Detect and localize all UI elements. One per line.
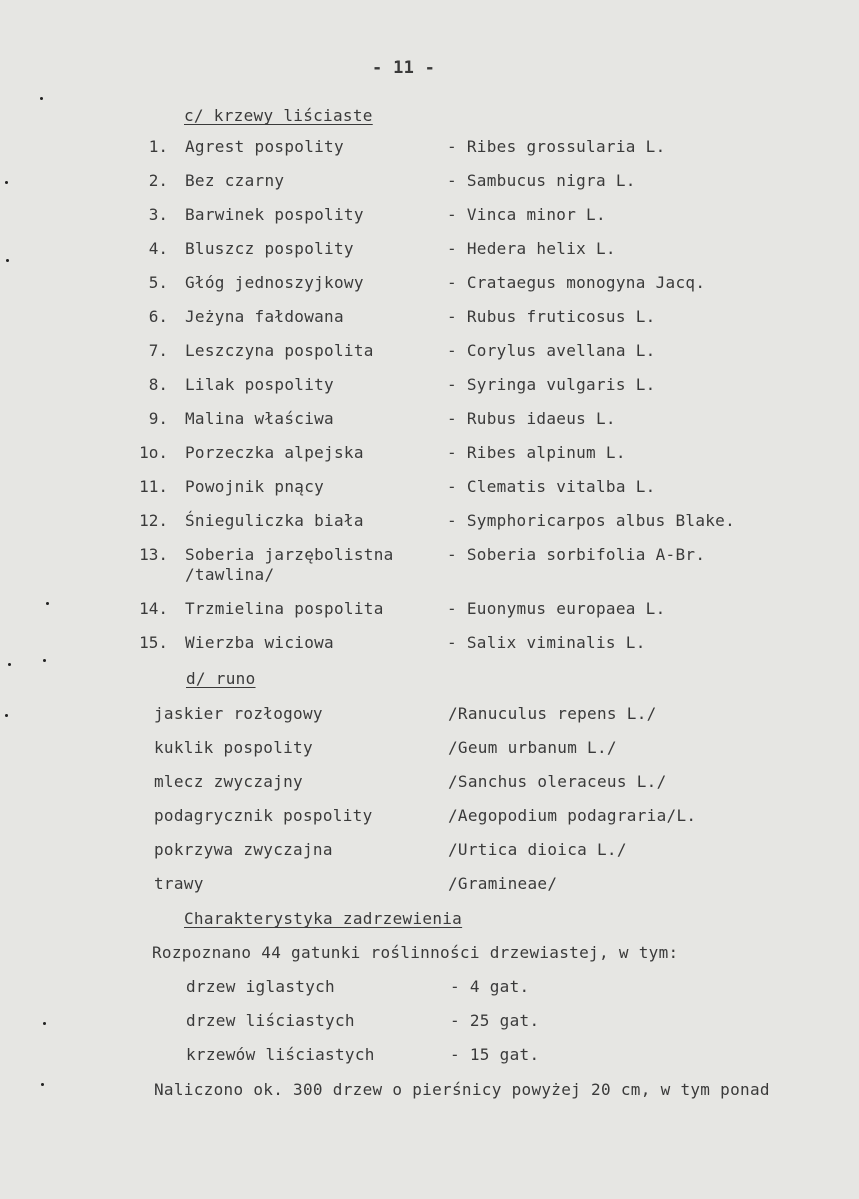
list-item-number: 4. (148, 239, 168, 258)
list-item-latin-name: - Clematis vitalba L. (447, 477, 656, 496)
list-item-polish-name: Śnieguliczka biała (185, 511, 364, 530)
list-item-polish-name: Barwinek pospolity (185, 205, 364, 224)
list-item-polish-name: trawy (154, 874, 204, 893)
list-item-number: 9. (148, 409, 168, 428)
list-item-latin-name: - Sambucus nigra L. (447, 171, 636, 190)
margin-mark (43, 659, 46, 662)
list-item-latin-name: /Ranuculus repens L./ (448, 704, 657, 723)
list-item-latin-name: /Geum urbanum L./ (448, 738, 617, 757)
list-item-number: 7. (148, 341, 168, 360)
list-item-number: 2. (148, 171, 168, 190)
list-item-latin-name: - Corylus avellana L. (447, 341, 656, 360)
list-item-polish-name: Leszczyna pospolita (185, 341, 374, 360)
list-item-latin-name: - Vinca minor L. (447, 205, 606, 224)
margin-mark (8, 663, 11, 666)
margin-mark (46, 602, 49, 605)
margin-mark (41, 1083, 44, 1086)
list-item-latin-name: - Symphoricarpos albus Blake. (447, 511, 736, 530)
count-value: - 15 gat. (450, 1045, 540, 1064)
list-item-latin-name: - Salix viminalis L. (447, 633, 646, 652)
list-item-number: 11. (139, 477, 168, 496)
margin-mark (43, 1022, 46, 1025)
list-item-latin-name: - Ribes alpinum L. (447, 443, 626, 462)
list-item-number: 1. (148, 137, 168, 156)
margin-mark (40, 97, 43, 100)
list-item-polish-name: Bluszcz pospolity (185, 239, 354, 258)
list-item-latin-name: /Urtica dioica L./ (448, 840, 627, 859)
count-label: drzew liściastych (186, 1011, 355, 1030)
list-item-polish-name-alt: /tawlina/ (185, 565, 275, 584)
count-value: - 25 gat. (450, 1011, 540, 1030)
list-item-latin-name: - Ribes grossularia L. (447, 137, 666, 156)
list-item-polish-name: Agrest pospolity (185, 137, 344, 156)
list-item-latin-name: /Sanchus oleraceus L./ (448, 772, 667, 791)
count-label: krzewów liściastych (186, 1045, 375, 1064)
list-item-polish-name: Bez czarny (185, 171, 285, 190)
list-item-number: 6. (148, 307, 168, 326)
list-item-number: 13. (139, 545, 168, 564)
list-item-number: 14. (139, 599, 168, 618)
list-item-number: 12. (139, 511, 168, 530)
list-item-polish-name: Malina właściwa (185, 409, 334, 428)
list-item-latin-name: - Rubus fruticosus L. (447, 307, 656, 326)
list-item-number: 8. (148, 375, 168, 394)
list-item-polish-name: Wierzba wiciowa (185, 633, 334, 652)
list-item-latin-name: - Rubus idaeus L. (447, 409, 616, 428)
list-item-latin-name: - Soberia sorbifolia A-Br. (447, 545, 706, 564)
list-item-polish-name: Lilak pospolity (185, 375, 334, 394)
list-item-latin-name: - Syringa vulgaris L. (447, 375, 656, 394)
list-item-polish-name: Głóg jednoszyjkowy (185, 273, 364, 292)
list-item-latin-name: - Crataegus monogyna Jacq. (447, 273, 706, 292)
list-item-polish-name: mlecz zwyczajny (154, 772, 303, 791)
list-item-number: 5. (148, 273, 168, 292)
list-item-latin-name: /Gramineae/ (448, 874, 558, 893)
list-item-latin-name: - Hedera helix L. (447, 239, 616, 258)
section-c-heading: c/ krzewy liściaste (184, 106, 373, 125)
closing-line: Naliczono ok. 300 drzew o pierśnicy powyżej 20 cm, w tym ponad (154, 1080, 770, 1099)
list-item-polish-name: jaskier rozłogowy (154, 704, 323, 723)
list-item-polish-name: podagrycznik pospolity (154, 806, 373, 825)
margin-mark (5, 181, 8, 184)
margin-mark (6, 259, 9, 262)
list-item-polish-name: kuklik pospolity (154, 738, 313, 757)
count-label: drzew iglastych (186, 977, 335, 996)
list-item-number: 3. (148, 205, 168, 224)
list-item-polish-name: Jeżyna fałdowana (185, 307, 344, 326)
list-item-latin-name: - Euonymus europaea L. (447, 599, 666, 618)
characteristics-intro: Rozpoznano 44 gatunki roślinności drzewiastej, w tym: (152, 943, 679, 962)
list-item-polish-name: Soberia jarzębolistna (185, 545, 394, 564)
section-d-heading: d/ runo (186, 669, 256, 688)
list-item-polish-name: pokrzywa zwyczajna (154, 840, 333, 859)
list-item-polish-name: Trzmielina pospolita (185, 599, 384, 618)
count-value: - 4 gat. (450, 977, 530, 996)
characteristics-heading: Charakterystyka zadrzewienia (184, 909, 463, 928)
margin-mark (5, 714, 8, 717)
page-number: - 11 - (372, 58, 436, 78)
list-item-number: 15. (139, 633, 168, 652)
list-item-polish-name: Powojnik pnący (185, 477, 325, 496)
list-item-polish-name: Porzeczka alpejska (185, 443, 364, 462)
list-item-number: 1o. (139, 443, 168, 462)
list-item-latin-name: /Aegopodium podagraria/L. (448, 806, 697, 825)
